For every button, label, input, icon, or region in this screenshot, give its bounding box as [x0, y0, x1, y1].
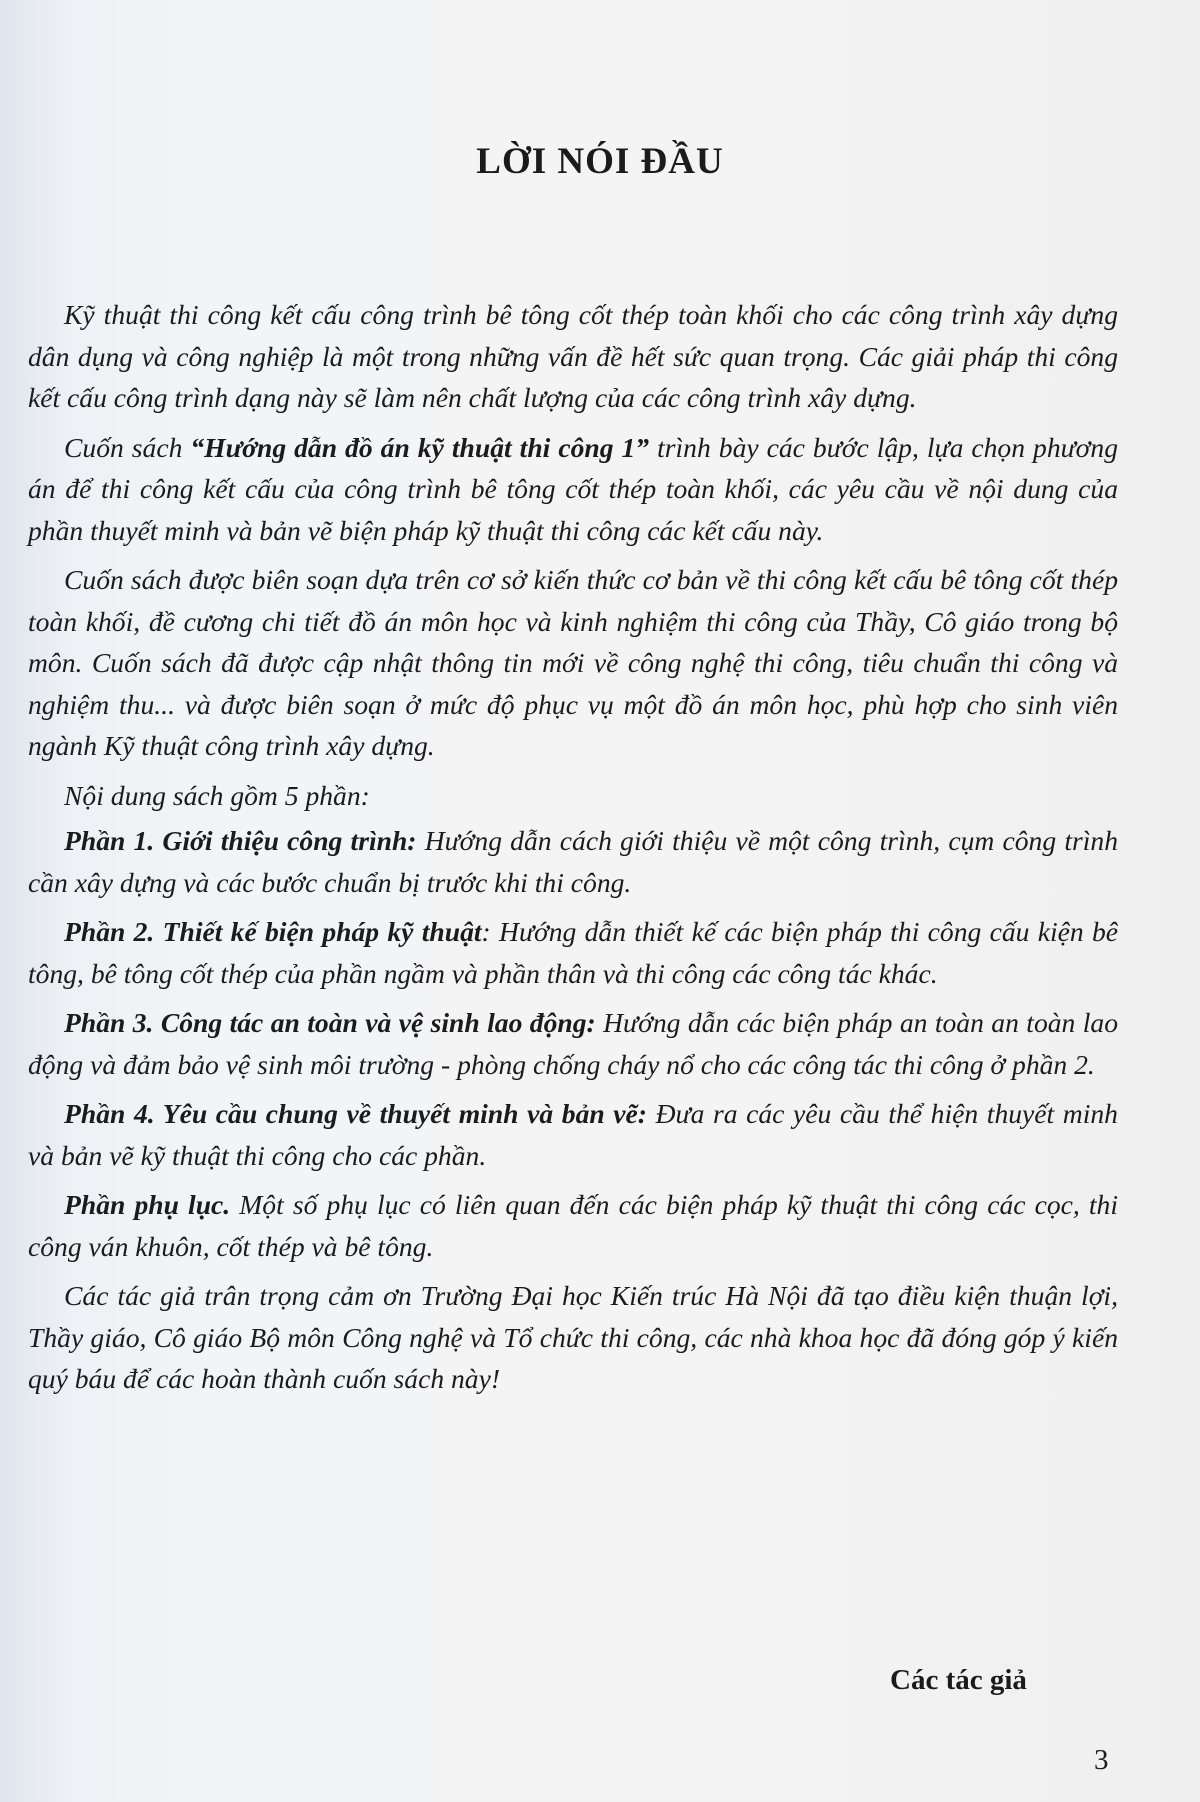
- part-text: : Hướng dẫn thiết kế các biện pháp thi công cấu kiện bê tông, bê tông cốt thép của phần ngầm và phần thân và thi công các công tác khác.: [28, 916, 1118, 989]
- part-item: [28, 1093, 1118, 1176]
- part-heading: Phần 2. Thiết kế biện pháp kỹ thuật: [64, 916, 482, 947]
- part-item: [28, 1184, 1118, 1267]
- part-item: [28, 1002, 1118, 1085]
- page-number: 3: [1094, 1744, 1109, 1776]
- part-heading: Phần 4. Yêu cầu chung về thuyết minh và bản vẽ:: [64, 1098, 647, 1129]
- part-text: Hướng dẫn cách giới thiệu về một công trình, cụm công trình cần xây dựng và các bước chuẩn bị trước khi thi công.: [28, 825, 1119, 898]
- part-heading: Phần phụ lục.: [64, 1189, 231, 1220]
- paragraph-acknowledgement: Các tác giả trân trọng cảm ơn Trường Đại học Kiến trúc Hà Nội đã tạo điều kiện thuận lợi, Thầy giáo, Cô giáo Bộ môn Công nghệ và Tổ chức thi công, các nhà khoa học đã đóng góp ý kiến quý báu để các hoàn thành cuốn sách này!: [28, 1280, 1118, 1394]
- paragraph-intro: Kỹ thuật thi công kết cấu công trình bê tông cốt thép toàn khối cho các công trình xây dựng dân dụng và công nghiệp là một trong những vấn đề hết sức quan trọng. Các giải pháp thi công kết cấu công trình dạng này sẽ làm nên chất lượng của các công trình xây dựng.: [28, 299, 1118, 413]
- book-title: “Hướng dẫn đồ án kỹ thuật thi công 1”: [190, 431, 650, 463]
- paragraph-book-description: [28, 427, 1118, 552]
- paragraph-contents-intro: Nội dung sách gồm 5 phần:: [64, 779, 370, 811]
- part-heading: Phần 1. Giới thiệu công trình:: [64, 825, 417, 856]
- signature: Các tác giả: [890, 1664, 1027, 1696]
- book-description-lead: Cuốn sách: [64, 431, 191, 463]
- part-text: Một số phụ lục có liên quan đến các biện pháp kỹ thuật thi công các cọc, thi công ván khuôn, cốt thép và bê tông.: [28, 1189, 1118, 1262]
- part-item: [28, 820, 1118, 903]
- part-item: [28, 911, 1118, 994]
- book-description-rest: trình bày các bước lập, lựa chọn phương án để thi công kết cấu của công trình bê tông cốt thép toàn khối, các yêu cầu về nội dung của phần thuyết minh và bản vẽ biện pháp kỹ thuật thi công các kết cấu này.: [28, 431, 1118, 546]
- paragraph-compilation: Cuốn sách được biên soạn dựa trên cơ sở kiến thức cơ bản về thi công kết cấu bê tông cốt thép toàn khối, đề cương chi tiết đồ án môn học và kinh nghiệm thi công của Thầy, Cô giáo trong bộ môn. Cuốn sách đã được cập nhật thông tin mới về công nghệ thi công, tiêu chuẩn thi công và nghiệm thu... và được biên soạn ở mức độ phục vụ một đồ án môn học, phù hợp cho sinh viên ngành Kỹ thuật công trình xây dựng.: [28, 564, 1118, 761]
- part-heading: Phần 3. Công tác an toàn và vệ sinh lao động:: [64, 1007, 596, 1038]
- part-text: Đưa ra các yêu cầu thể hiện thuyết minh và bản vẽ kỹ thuật thi công cho các phần.: [28, 1098, 1118, 1171]
- preface-body: [28, 294, 1118, 1408]
- part-text: Hướng dẫn các biện pháp an toàn an toàn lao động và đảm bảo vệ sinh môi trường - phòng chống cháy nổ cho các công tác thi công ở phần 2.: [28, 1007, 1118, 1080]
- page-title: LỜI NÓI ĐẦU: [476, 141, 724, 182]
